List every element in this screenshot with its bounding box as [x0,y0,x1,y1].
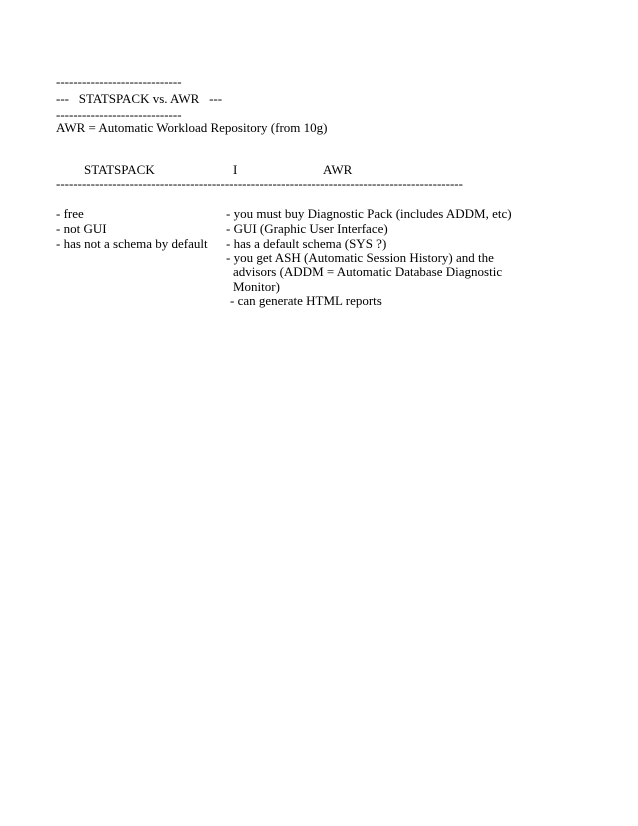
awr-column-heading: AWR [323,162,353,177]
table-divider: ---------------------------------------------------------------------------------------------- [56,176,463,191]
awr-item: - you get ASH (Automatic Session History) and the [226,250,494,265]
statspack-item: - free [56,206,84,221]
awr-definition: AWR = Automatic Workload Repository (from 10g) [56,120,328,135]
header-rule-bottom: ----------------------------- [56,107,182,122]
document-title: --- STATSPACK vs. AWR --- [56,91,223,106]
awr-item: - can generate HTML reports [230,293,382,308]
statspack-column-heading: STATSPACK [84,162,155,177]
statspack-item: - not GUI [56,221,107,236]
statspack-item: - has not a schema by default [56,236,208,251]
column-separator: I [233,162,238,177]
awr-item-continuation: Monitor) [233,279,280,294]
awr-item: - you must buy Diagnostic Pack (includes ADDM, etc) [226,206,512,221]
awr-item-continuation: advisors (ADDM = Automatic Database Diagnostic [233,264,503,279]
awr-item: - has a default schema (SYS ?) [226,236,387,251]
awr-item: - GUI (Graphic User Interface) [226,221,388,236]
header-rule-top: ----------------------------- [56,74,182,89]
